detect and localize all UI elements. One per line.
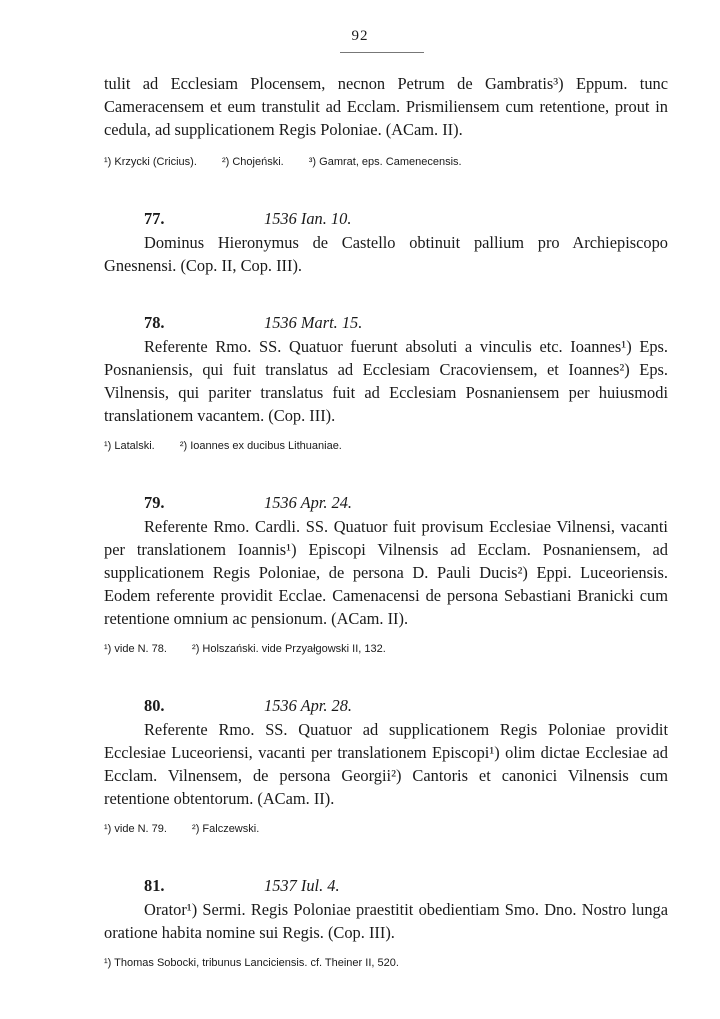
entry-date: 1536 Apr. 28. xyxy=(264,696,353,715)
footnote: ²) Chojeński. xyxy=(221,156,284,168)
entry-81 xyxy=(104,874,668,970)
entry-heading xyxy=(104,311,668,335)
entry-footnotes xyxy=(104,642,668,656)
entry-heading xyxy=(104,207,668,231)
header-rule xyxy=(340,52,424,53)
entry-footnotes xyxy=(104,439,668,453)
entry-heading xyxy=(104,694,668,718)
entry-text: Referente Rmo. Cardli. SS. Quatuor fuit provisum Ecclesiae Vilnensi, vacanti per translationem Ioannis¹) Episcopi Vilnensis ad Ecclam. Posnaniensem, ad supplicationem Regis Poloniae, de persona D. Pauli Ducis²) Eppi. Luceoriensis. Eodem referente providit Ecclae. Camenacensi de persona Sebastiani Branicki cum retentione omnium ac pensionum. (ACam. II). xyxy=(104,517,668,628)
entry-date: 1536 Apr. 24. xyxy=(264,493,353,512)
entry-heading xyxy=(104,491,668,515)
entry-text: Referente Rmo. SS. Quatuor fuerunt absoluti a vinculis etc. Ioannes¹) Eps. Posnaniensis, qui fuit translatus ad Ecclesiam Cracoviensem, et Ioannes²) Eps. Vilnensis, qui pariter translatus fuit ad Ecclesiam Posnaniensem per huiusmodi translationem vacantem. (Cop. III). xyxy=(104,337,668,425)
intro-paragraph: tulit ad Ecclesiam Plocensem, necnon Petrum de Gambratis³) Eppum. tunc Cameracensem et eum transtulit ad Ecclam. Prismiliensem cum retentione, prout in cedula, ad supplicationem Regis Poloniae. (ACam. II). xyxy=(104,74,668,139)
entry-date: 1537 Iul. 4. xyxy=(264,876,340,895)
intro-footnotes xyxy=(104,155,668,169)
entry-text: Referente Rmo. SS. Quatuor ad supplicationem Regis Poloniae providit Ecclesiae Luceoriensi, vacanti per translationem Episcopi¹) olim dictae Ecclesiae ad Ecclam. Vilnensem, de persona Georgii²) Cantoris et canonici Vilnensis cum retentione obtentorum. (ACam. II). xyxy=(104,720,668,808)
footnote: ²) Holszański. vide Przyałgowski II, 132. xyxy=(192,643,386,655)
entry-number: 78. xyxy=(144,313,165,332)
footnote: ¹) Latalski. xyxy=(104,440,155,452)
entry-number: 79. xyxy=(144,493,165,512)
page-content xyxy=(104,60,668,970)
entry-text: Orator¹) Sermi. Regis Poloniae praestitit obedientiam Smo. Dno. Nostro lunga oratione habita nomine sui Regis. (Cop. III). xyxy=(104,900,668,942)
footnote: ¹) vide N. 78. xyxy=(104,643,167,655)
entry-footnotes xyxy=(104,822,668,836)
entry-80 xyxy=(104,694,668,836)
footnote: ¹) Krzycki (Cricius). xyxy=(104,156,197,168)
entry-text: Dominus Hieronymus de Castello obtinuit pallium pro Archiepiscopo Gnesnensi. (Cop. II, Cop. III). xyxy=(104,233,668,275)
entry-77 xyxy=(104,207,668,277)
entry-date: 1536 Ian. 10. xyxy=(264,209,352,228)
entry-78 xyxy=(104,311,668,453)
entry-date: 1536 Mart. 15. xyxy=(264,313,363,332)
entry-heading xyxy=(104,874,668,898)
entry-number: 77. xyxy=(144,209,165,228)
entry-number: 81. xyxy=(144,876,165,895)
footnote: ¹) Thomas Sobocki, tribunus Lanciciensis. cf. Theiner II, 520. xyxy=(104,957,399,969)
entry-number: 80. xyxy=(144,696,165,715)
footnote: ²) Falczewski. xyxy=(192,823,260,835)
entry-footnotes xyxy=(104,956,668,970)
page-number: 92 xyxy=(351,28,369,44)
entry-79 xyxy=(104,491,668,656)
footnote: ³) Gamrat, eps. Camenecensis. xyxy=(308,156,462,168)
footnote: ²) Ioannes ex ducibus Lithuaniae. xyxy=(179,440,342,452)
footnote: ¹) vide N. 79. xyxy=(104,823,167,835)
